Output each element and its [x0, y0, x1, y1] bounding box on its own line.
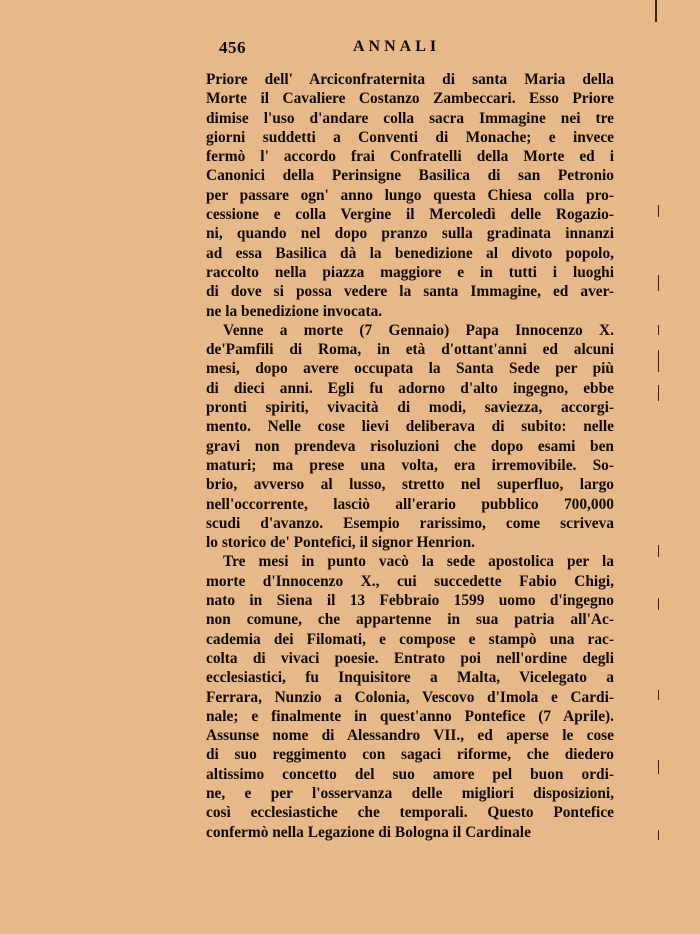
text-line: gravi non prendeva risoluzioni che dopo esami ben	[206, 437, 614, 455]
text-line: di dieci anni. Egli fu adorno d'alto ingegno, ebbe	[206, 379, 614, 397]
scan-edge-mark	[658, 205, 659, 217]
text-line: Ferrara, Nunzio a Colonia, Vescovo d'Imola e Cardi-	[206, 688, 614, 706]
text-line: ecclesiastici, fu Inquisitore a Malta, Vicelegato a	[206, 669, 614, 687]
text-line: raccolto nella piazza maggiore e in tutti i luoghi	[206, 263, 614, 281]
scan-edge-mark	[658, 350, 659, 372]
text-line: ad essa Basilica dà la benedizione al divoto popolo,	[206, 244, 614, 262]
text-line: confermò nella Legazione di Bologna il Cardinale	[206, 823, 531, 841]
paragraph	[206, 321, 614, 553]
text-line: per passare ogn' anno lungo questa Chiesa colla pro-	[206, 186, 614, 204]
text-line: così ecclesiastiche che temporali. Questo Pontefice	[206, 804, 614, 822]
text-line: ne la benedizione invocata.	[206, 302, 383, 320]
text-line: di suo reggimento con sagaci riforme, che diedero	[206, 746, 614, 764]
text-line: morte d'Innocenzo X., cui succedette Fabio Chigi,	[206, 572, 614, 590]
text-line: nell'occorrente, lasciò all'erario pubblico 700,000	[206, 495, 614, 513]
text-line: non comune, che appartenne in sua patria all'Ac-	[206, 611, 614, 629]
text-line: Venne a morte (7 Gennaio) Papa Innocenzo X.	[223, 321, 614, 339]
text-line: de'Pamfili di Roma, in età d'ottant'anni ed alcuni	[206, 341, 614, 359]
text-line: nale; e finalmente in quest'anno Pontefice (7 Aprile).	[206, 707, 614, 725]
text-line: scudi d'avanzo. Esempio rarissimo, come scriveva	[206, 514, 614, 532]
text-line: Morte il Cavaliere Costanzo Zambeccari. Esso Priore	[206, 90, 614, 108]
page-number: 456	[219, 38, 246, 57]
text-line: dimise l'uso d'andare colla sacra Immagine nei tre	[206, 109, 614, 127]
scan-edge-mark	[658, 830, 659, 840]
running-head: ANNALI	[353, 38, 441, 55]
scan-edge-mark	[658, 545, 659, 557]
text-line: mesi, dopo avere occupata la Santa Sede per più	[206, 360, 614, 378]
text-line: colta di vivaci poesie. Entrato poi nell'ordine degli	[206, 649, 614, 667]
scan-edge-mark	[655, 0, 657, 22]
scan-edge-mark	[658, 598, 659, 610]
scan-edge-mark	[658, 385, 659, 401]
text-line: ni, quando nel dopo pranzo sulla gradinata innanzi	[206, 225, 614, 243]
text-line: cessione e colla Vergine il Mercoledì delle Rogazio-	[206, 206, 614, 224]
text-line: Tre mesi in punto vacò la sede apostolica per la	[223, 553, 614, 571]
paragraph	[206, 552, 614, 841]
text-line: Assunse nome di Alessandro VII., ed aperse le cose	[206, 727, 614, 745]
text-line: brio, avverso al lusso, stretto nel superfluo, largo	[206, 476, 614, 494]
text-line: pronti spiriti, vivacità di modi, saviezza, accorgi-	[206, 399, 614, 417]
text-line: giorni suddetti a Conventi di Monache; e invece	[206, 128, 614, 146]
text-line: ne, e per l'osservanza delle migliori disposizioni,	[206, 784, 614, 802]
text-body	[206, 70, 614, 842]
text-line: maturi; ma prese una volta, era irremovibile. So-	[206, 456, 614, 474]
text-line: Priore dell' Arciconfraternita di santa Maria della	[206, 71, 614, 88]
page-header	[206, 38, 614, 58]
scan-edge-mark	[658, 275, 659, 291]
text-line: altissimo concetto del suo amore pel buon ordi-	[206, 765, 614, 783]
text-line: Canonici della Perinsigne Basilica di san Petronio	[206, 167, 614, 185]
paragraph	[206, 70, 614, 321]
scan-edge-mark	[658, 325, 659, 335]
text-line: di dove si possa vedere la santa Immagine, ed aver-	[206, 283, 614, 301]
scan-edge-mark	[658, 690, 659, 700]
text-line: nato in Siena il 13 Febbraio 1599 uomo d'ingegno	[206, 592, 614, 610]
scan-edge-mark	[658, 760, 659, 774]
text-line: mento. Nelle cose lievi deliberava di subito: nelle	[206, 418, 614, 436]
text-line: lo storico de' Pontefici, il signor Henrion.	[206, 534, 476, 552]
text-line: cademia dei Filomati, e compose e stampò una rac-	[206, 630, 614, 648]
text-line: fermò l' accordo frai Confratelli della Morte ed i	[206, 148, 614, 166]
